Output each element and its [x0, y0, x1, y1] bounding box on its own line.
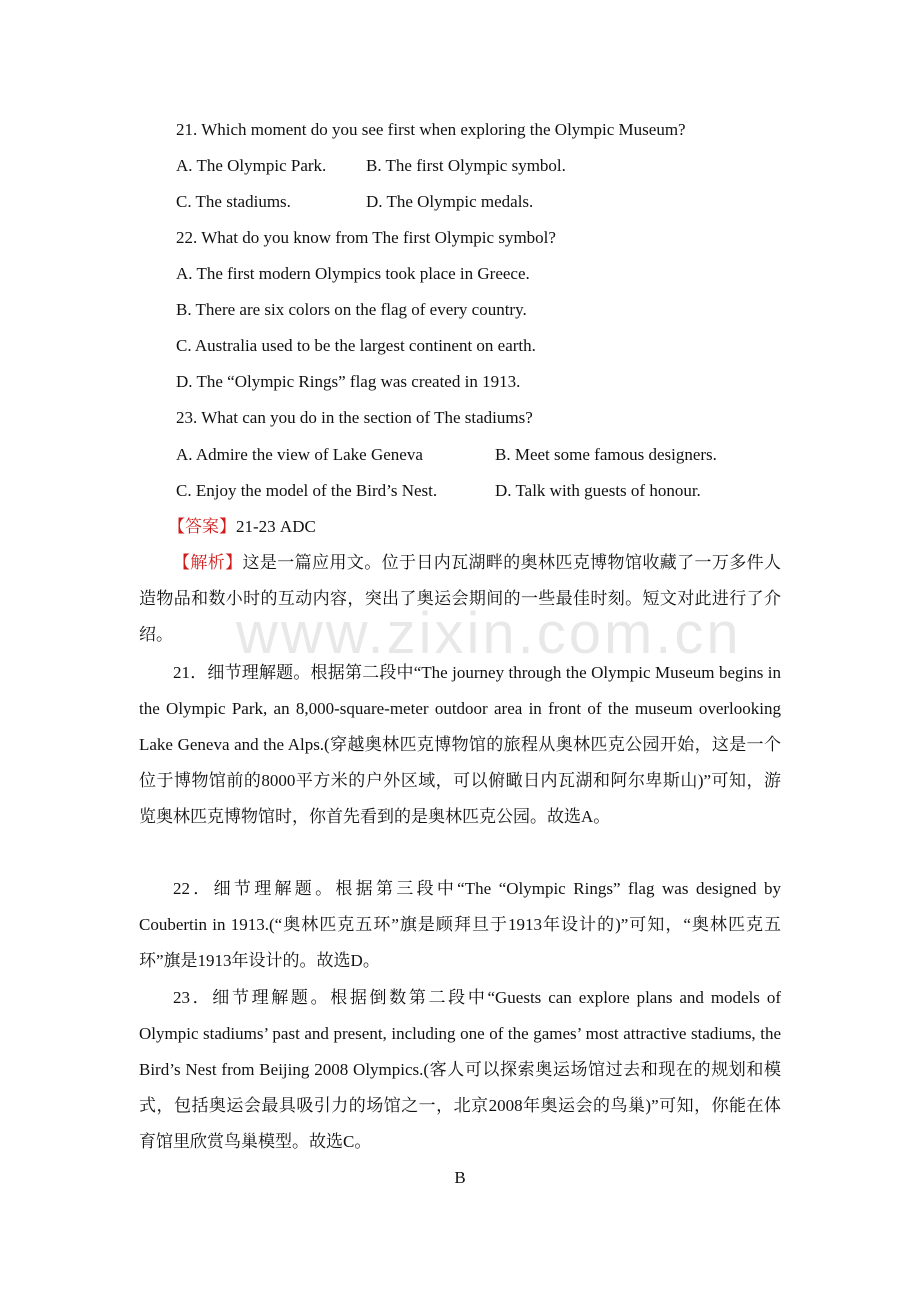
question-22-option-b: B. There are six colors on the flag of every country.	[176, 300, 527, 319]
analysis-label: 【解析】	[173, 553, 243, 572]
question-21-option-c: C. The stadiums.	[176, 192, 291, 211]
question-22-option-c: C. Australia used to be the largest continent on earth.	[176, 336, 536, 355]
question-23-option-d: D. Talk with guests of honour.	[495, 481, 701, 500]
section-label: B	[454, 1168, 466, 1187]
question-23-stem: 23. What can you do in the section of The stadiums?	[176, 408, 533, 427]
question-21-option-a: A. The Olympic Park.	[176, 156, 327, 175]
question-22-option-d: D. The “Olympic Rings” flag was created in 1913.	[176, 372, 521, 391]
question-23-option-a: A. Admire the view of Lake Geneva	[176, 445, 423, 464]
answer-line	[168, 515, 316, 539]
question-21-option-b: B. The first Olympic symbol.	[366, 156, 566, 175]
analysis-23: 23．细节理解题。根据倒数第二段中“Guests can explore plans and models of Olympic stadiums’ past and present, including one of the games’ most attractive stadiums, the Bird’s Nest from Beijing 2008 Olympics.(客人可以探索奥运场馆过去和现在的规划和模式，包括奥运会最具吸引力的场馆之一，北京2008年奥运会的鸟巢)”可知，你能在体育馆里欣赏鸟巢模型。故选C。	[139, 988, 781, 1151]
question-22-stem: 22. What do you know from The first Olympic symbol?	[176, 228, 556, 247]
question-21-option-d: D. The Olympic medals.	[366, 192, 534, 211]
question-22-option-a: A. The first modern Olympics took place in Greece.	[176, 264, 530, 283]
analysis-22: 22．细节理解题。根据第三段中“The “Olympic Rings” flag was designed by Coubertin in 1913.(“奥林匹克五环”旗是顾拜旦于1913年设计的)”可知，“奥林匹克五环”旗是1913年设计的。故选D。	[139, 879, 781, 970]
analysis-intro-text: 这是一篇应用文。位于日内瓦湖畔的奥林匹克博物馆收藏了一万多件人造物品和数小时的互动内容，突出了奥运会期间的一些最佳时刻。短文对此进行了介绍。	[139, 553, 782, 644]
question-21-stem: 21. Which moment do you see first when exploring the Olympic Museum?	[176, 120, 686, 139]
analysis-21: 21．细节理解题。根据第二段中“The journey through the Olympic Museum begins in the Olympic Park, an 8,000-square-meter outdoor area in front of the museum overlooking Lake Geneva and the Alps.(穿越奥林匹克博物馆的旅程从奥林匹克公园开始，这是一个位于博物馆前的8000平方米的户外区域，可以俯瞰日内瓦湖和阿尔卑斯山)”可知，游览奥林匹克博物馆时，你首先看到的是奥林匹克公园。故选A。	[139, 663, 781, 826]
answer-text: 21-23 ADC	[236, 517, 316, 536]
watermark: www.zixin.com.cn	[236, 601, 742, 666]
question-23-option-c: C. Enjoy the model of the Bird’s Nest.	[176, 481, 438, 500]
answer-label: 【答案】	[168, 517, 236, 536]
question-23-option-b: B. Meet some famous designers.	[495, 445, 717, 464]
